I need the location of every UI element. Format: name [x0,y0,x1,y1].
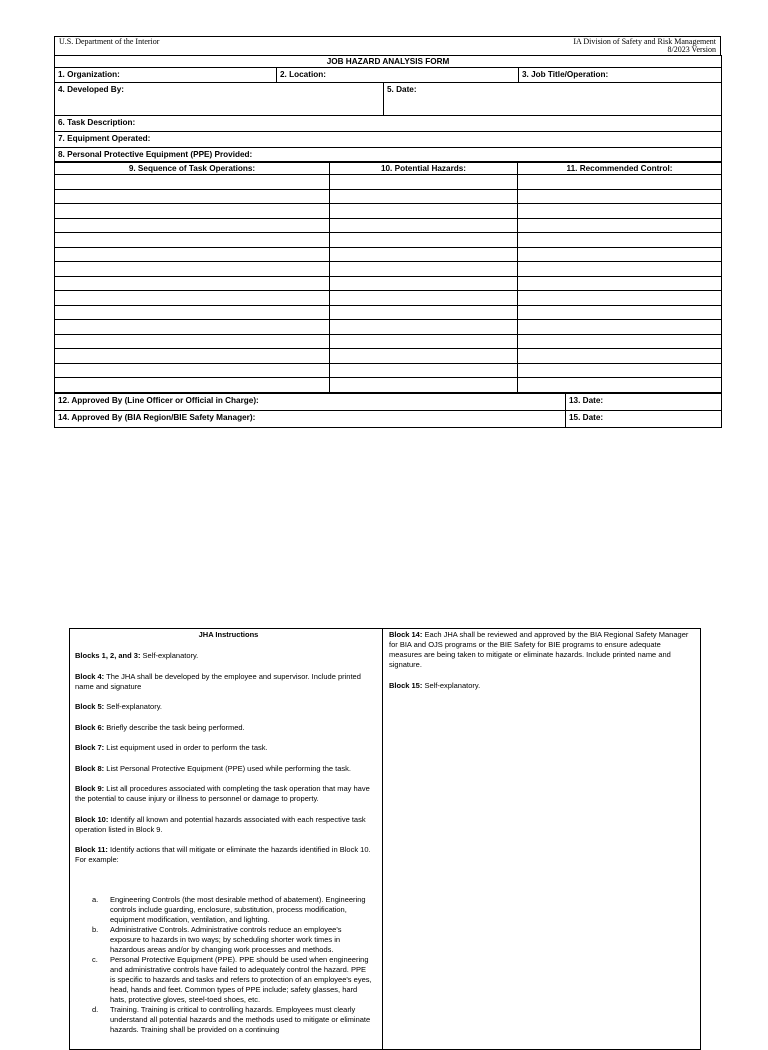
jha-instructions [69,628,701,1050]
control-cell[interactable] [518,378,722,393]
list-item: b. Administrative Controls. Administrative controls reduce an employee's exposure to hazards in two ways; by scheduling shorter work times in hazardous areas and/or by changing work processes and methods. [92,924,342,954]
table-row [55,320,722,335]
sequence-cell[interactable] [55,262,330,277]
table-row [55,189,722,204]
control-cell[interactable] [518,189,722,204]
instruction-block-14: Block 14: Each JHA shall be reviewed and approved by the BIA Regional Safety Manager for BIA and OJS programs or the BIE Safety for BIE programs to ensure adequate measures are being taken to mitigate or eliminate hazards. Include printed name and signature. [389,630,689,669]
control-cell[interactable] [518,204,722,219]
date-15-field[interactable]: 15. Date: [566,410,722,427]
table-row [55,175,722,190]
table-row [55,378,722,393]
control-list [75,895,382,1035]
approved-line-officer-field[interactable]: 12. Approved By (Line Officer or Official in Charge): [55,393,566,410]
hazard-cell[interactable] [330,276,518,291]
instructions-left-column [70,629,383,1049]
instruction-blocks-1-3: Blocks 1, 2, and 3: Self-explanatory. [75,651,199,660]
col-control-header: 11. Recommended Control: [518,163,722,175]
control-cell[interactable] [518,363,722,378]
sequence-table [54,162,722,393]
control-cell[interactable] [518,175,722,190]
instruction-block-5: Block 5: Self-explanatory. [75,702,163,711]
table-row [55,305,722,320]
approved-safety-manager-field[interactable]: 14. Approved By (BIA Region/BIE Safety Manager): [55,410,566,427]
hazard-cell[interactable] [330,291,518,306]
form-header [54,36,721,55]
sequence-cell[interactable] [55,218,330,233]
form-title: JOB HAZARD ANALYSIS FORM [55,56,722,68]
date-13-field[interactable]: 13. Date: [566,393,722,410]
hazard-cell[interactable] [330,349,518,364]
equipment-field[interactable]: 7. Equipment Operated: [55,132,722,148]
sequence-cell[interactable] [55,320,330,335]
instruction-block-6: Block 6: Briefly describe the task being performed. [75,722,245,732]
sequence-cell[interactable] [55,349,330,364]
location-field[interactable]: 2. Location: [277,68,519,83]
hazard-cell[interactable] [330,204,518,219]
date-5-field[interactable]: 5. Date: [384,83,722,116]
control-cell[interactable] [518,233,722,248]
instructions-title: JHA Instructions [198,630,259,639]
col-sequence-header: 9. Sequence of Task Operations: [55,163,330,175]
developed-by-field[interactable]: 4. Developed By: [55,83,384,116]
agency-label: U.S. Department of the Interior [59,37,160,46]
table-row [55,218,722,233]
table-row [55,276,722,291]
instruction-block-8: Block 8: List Personal Protective Equipment (PPE) used while performing the task. [75,763,351,773]
list-item: a. Engineering Controls (the most desirable method of abatement). Engineering controls include guarding, enclosure, substitution, process modification, equipment modification, ventilation, and lighting. [92,894,366,924]
hazard-cell[interactable] [330,334,518,349]
hazard-cell[interactable] [330,247,518,262]
instructions-right-column [384,629,700,701]
sequence-cell[interactable] [55,334,330,349]
hazard-cell[interactable] [330,175,518,190]
list-item: d. Training. Training is critical to controlling hazards. Employees must clearly understand all potential hazards and the methods used to mitigate or eliminate hazards. Training shall be provided on a continuing [92,1004,371,1034]
instruction-block-4: Block 4: The JHA shall be developed by the employee and supervisor. Include printed name and signature [75,671,361,691]
organization-field[interactable]: 1. Organization: [55,68,277,83]
hazard-cell[interactable] [330,320,518,335]
hazard-cell[interactable] [330,305,518,320]
jha-form [54,36,721,428]
sequence-cell[interactable] [55,189,330,204]
instruction-block-7: Block 7: List equipment used in order to perform the task. [75,743,268,752]
table-row [55,349,722,364]
sequence-cell[interactable] [55,233,330,248]
hazard-cell[interactable] [330,378,518,393]
sequence-cell[interactable] [55,204,330,219]
control-cell[interactable] [518,218,722,233]
instruction-block-10: Block 10: Identify all known and potential hazards associated with each respective task operation listed in Block 9. [75,814,366,834]
hazard-cell[interactable] [330,189,518,204]
sequence-cell[interactable] [55,363,330,378]
ppe-field[interactable]: 8. Personal Protective Equipment (PPE) Provided: [55,148,722,162]
sequence-cell[interactable] [55,247,330,262]
sequence-cell[interactable] [55,276,330,291]
table-row [55,363,722,378]
control-cell[interactable] [518,276,722,291]
table-row [55,247,722,262]
job-title-field[interactable]: 3. Job Title/Operation: [519,68,722,83]
control-cell[interactable] [518,247,722,262]
control-cell[interactable] [518,305,722,320]
division-label [573,38,716,54]
division-name: IA Division of Safety and Risk Management [573,37,716,46]
instruction-block-11: Block 11: Identify actions that will mitigate or eliminate the hazards identified in Block 10. For example: [75,845,371,864]
control-cell[interactable] [518,291,722,306]
table-row [55,262,722,277]
control-cell[interactable] [518,349,722,364]
control-cell[interactable] [518,334,722,349]
sequence-cell[interactable] [55,291,330,306]
form-table-top [54,55,722,162]
version-label: 8/2023 Version [667,45,716,54]
task-description-field[interactable]: 6. Task Description: [55,116,722,132]
sequence-cell[interactable] [55,378,330,393]
table-row [55,291,722,306]
instruction-block-15: Block 15: Self-explanatory. [389,680,481,690]
hazard-cell[interactable] [330,363,518,378]
col-hazards-header: 10. Potential Hazards: [330,163,518,175]
sequence-cell[interactable] [55,305,330,320]
sequence-cell[interactable] [55,175,330,190]
control-cell[interactable] [518,320,722,335]
list-item: c. Personal Protective Equipment (PPE). PPE should be used when engineering and administrative controls have failed to adequately control the hazard. PPE is specific to hazards and tasks and refers to protection of an employee's eyes, head, hands and feet. Common types of PPE include; safety glasses, hard hats, protective gloves, steel-toed shoes, etc. [92,954,372,1004]
hazard-cell[interactable] [330,262,518,277]
control-cell[interactable] [518,262,722,277]
hazard-cell[interactable] [330,218,518,233]
table-row [55,204,722,219]
instruction-block-9: Block 9: List all procedures associated with completing the task operation that may have the potential to cause injury or illness to personnel or damage to property. [75,784,370,803]
hazard-cell[interactable] [330,233,518,248]
table-row [55,233,722,248]
table-row [55,334,722,349]
approval-table [54,393,722,428]
